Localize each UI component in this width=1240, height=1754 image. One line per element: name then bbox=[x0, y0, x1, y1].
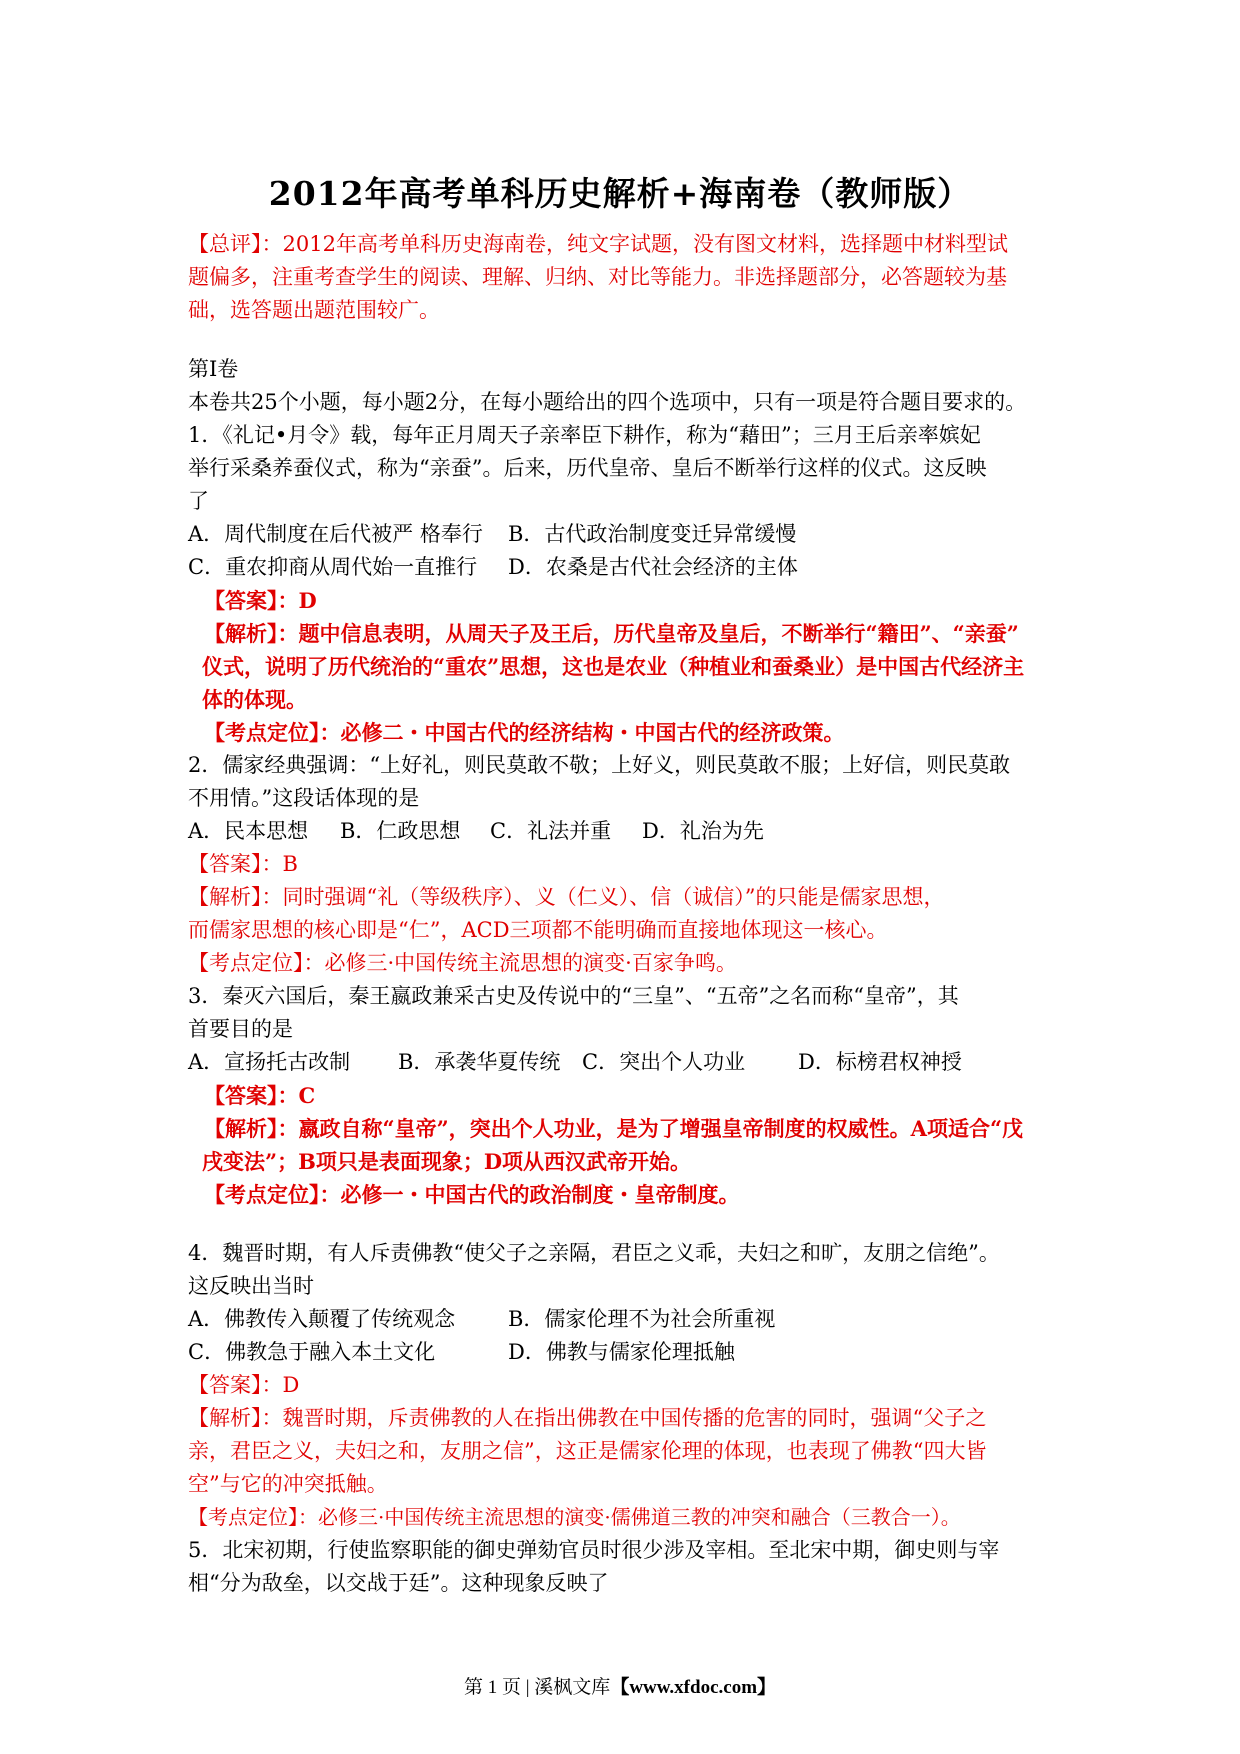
analysis-line: 仪式，说明了历代统治的“重农”思想，这也是农业（种植业和蚕桑业）是中国古代经济主 bbox=[202, 654, 1025, 679]
option-c: C．佛教急于融入本土文化 bbox=[188, 1340, 436, 1364]
key-point: 【考点定位】：必修二・中国古代的经济结构・中国古代的经济政策。 bbox=[204, 720, 845, 745]
question-stem: 首要目的是 bbox=[188, 1017, 293, 1041]
question-2 bbox=[188, 749, 1073, 980]
summary-line: 【总评】：2012年高考单科历史海南卷，纯文字试题，没有图文材料，选择题中材料型试 bbox=[188, 232, 1008, 256]
analysis-line: 【解析】：同时强调“礼（等级秩序）、义（仁义）、信（诚信）”的只能是儒家思想， bbox=[188, 885, 945, 909]
analysis-line: 体的体现。 bbox=[202, 687, 307, 712]
question-stem: 2．儒家经典强调：“上好礼，则民莫敢不敬；上好义，则民莫敢不服；上好信，则民莫敢 bbox=[188, 753, 1011, 777]
question-stem: 不用情。”这段话体现的是 bbox=[188, 786, 420, 810]
site-name: 溪枫文库 bbox=[534, 1677, 611, 1698]
option-a: A．佛教传入颠覆了传统观念 bbox=[188, 1307, 456, 1331]
key-point: 【考点定位】：必修三·中国传统主流思想的演变·百家争鸣。 bbox=[188, 951, 737, 975]
option-d: D．礼治为先 bbox=[642, 819, 764, 843]
option-b: B．承袭华夏传统 bbox=[398, 1050, 561, 1074]
document-body bbox=[188, 228, 1073, 1600]
option-a: A．宣扬托古改制 bbox=[188, 1050, 351, 1074]
analysis-line: 而儒家思想的核心即是“仁”，ACD三项都不能明确而直接地体现这一核心。 bbox=[188, 918, 888, 942]
option-row bbox=[188, 551, 1073, 584]
option-b: B．儒家伦理不为社会所重视 bbox=[508, 1307, 776, 1331]
question-1 bbox=[188, 419, 1073, 749]
document-title: 2012年高考单科历史解析+海南卷（教师版） bbox=[268, 174, 972, 213]
analysis-line: 【解析】：题中信息表明，从周天子及王后，历代皇帝及皇后，不断举行“籍田”、“亲蚕” bbox=[204, 621, 1019, 646]
question-stem: 1．《礼记•月令》载，每年正月周天子亲率臣下耕作，称为“藉田”；三月王后亲率嫔妃 bbox=[188, 423, 981, 447]
analysis-line: 【解析】：魏晋时期，斥责佛教的人在指出佛教在中国传播的危害的同时，强调“父子之 bbox=[188, 1406, 987, 1430]
question-4 bbox=[188, 1237, 1073, 1534]
analysis-line: 【解析】：嬴政自称“皇帝”，突出个人功业，是为了增强皇帝制度的权威性。A项适合“戊 bbox=[204, 1116, 1024, 1141]
option-c: C．礼法并重 bbox=[490, 819, 612, 843]
question-5 bbox=[188, 1534, 1073, 1600]
key-point: 【考点定位】：必修三·中国传统主流思想的演变·儒佛道三教的冲突和融合（三教合一）。 bbox=[188, 1505, 961, 1529]
option-d: D．标榜君权神授 bbox=[798, 1050, 962, 1074]
answer: 【答案】：D bbox=[188, 1373, 300, 1397]
option-row bbox=[188, 1303, 1073, 1336]
question-3 bbox=[188, 980, 1073, 1211]
option-b: B．仁政思想 bbox=[340, 819, 461, 843]
option-a: A．民本思想 bbox=[188, 819, 309, 843]
summary-block bbox=[188, 228, 1073, 327]
answer: 【答案】：C bbox=[204, 1083, 316, 1108]
section-description: 本卷共25个小题，每小题2分，在每小题给出的四个选项中，只有一项是符合题目要求的。 bbox=[188, 390, 1027, 414]
option-c: C．突出个人功业 bbox=[582, 1050, 746, 1074]
question-stem: 5．北宋初期，行使监察职能的御史弹劾官员时很少涉及宰相。至北宋中期，御史则与宰 bbox=[188, 1538, 1000, 1562]
summary-line: 础，选答题出题范围较广。 bbox=[188, 298, 440, 322]
question-stem: 这反映出当时 bbox=[188, 1274, 314, 1298]
option-row bbox=[188, 518, 1073, 551]
question-stem: 举行采桑养蚕仪式，称为“亲蚕”。后来，历代皇帝、皇后不断举行这样的仪式。这反映 bbox=[188, 456, 987, 480]
key-point: 【考点定位】：必修一・中国古代的政治制度・皇帝制度。 bbox=[204, 1182, 740, 1207]
question-stem: 了 bbox=[188, 489, 209, 513]
question-stem: 4．魏晋时期，有人斥责佛教“使父子之亲隔，君臣之义乖，夫妇之和旷，友朋之信绝”。 bbox=[188, 1241, 1000, 1265]
page-number: 第 1 页 bbox=[463, 1677, 521, 1698]
page-footer bbox=[0, 1672, 1240, 1699]
answer: 【答案】：D bbox=[204, 588, 317, 613]
footer-separator: | bbox=[525, 1677, 530, 1698]
summary-line: 题偏多，注重考查学生的阅读、理解、归纳、对比等能力。非选择题部分，必答题较为基 bbox=[188, 265, 1007, 289]
analysis-line: 亲，君臣之义，夫妇之和，友朋之信”，这正是儒家伦理的体现，也表现了佛教“四大皆 bbox=[188, 1439, 987, 1463]
option-row bbox=[188, 815, 1073, 848]
site-url[interactable]: 【www.xfdoc.com】 bbox=[610, 1677, 777, 1698]
option-a: A．周代制度在后代被严 格奉行 bbox=[188, 522, 483, 546]
option-c: C．重农抑商从周代始一直推行 bbox=[188, 555, 478, 579]
option-d: D．农桑是古代社会经济的主体 bbox=[508, 555, 798, 579]
analysis-line: 空”与它的冲突抵触。 bbox=[188, 1472, 388, 1496]
section-title: 第Ⅰ卷 bbox=[188, 357, 239, 381]
question-stem: 3．秦灭六国后，秦王嬴政兼采古史及传说中的“三皇”、“五帝”之名而称“皇帝”，其 bbox=[188, 984, 959, 1008]
option-d: D．佛教与儒家伦理抵触 bbox=[508, 1340, 735, 1364]
answer: 【答案】：B bbox=[188, 852, 298, 876]
option-row bbox=[188, 1046, 1073, 1079]
analysis-line: 戌变法”；B项只是表面现象；D项从西汉武帝开始。 bbox=[202, 1149, 692, 1174]
option-b: B．古代政治制度变迁异常缓慢 bbox=[508, 522, 797, 546]
option-row bbox=[188, 1336, 1073, 1369]
question-stem: 相“分为敌垒，以交战于廷”。这种现象反映了 bbox=[188, 1571, 609, 1595]
